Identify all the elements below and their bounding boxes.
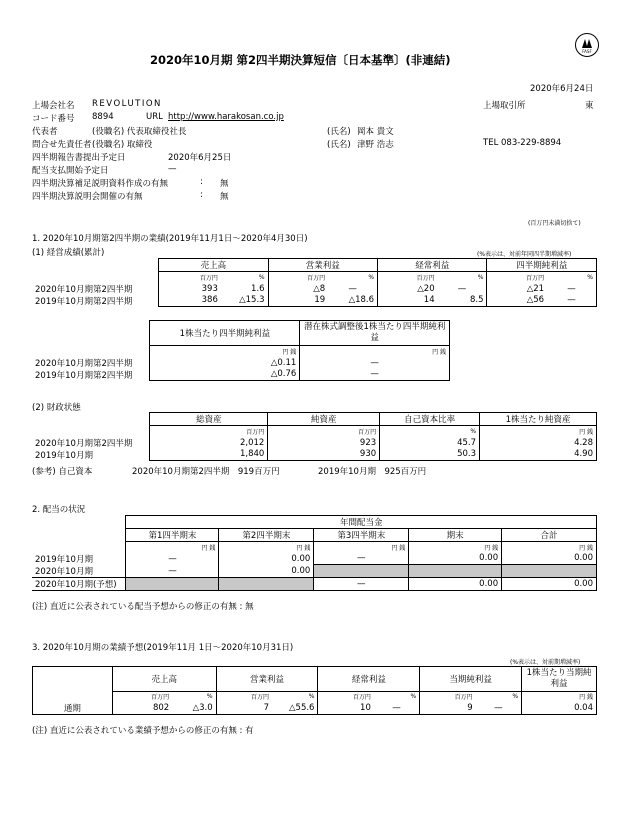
table-row: 通期 802 △3.0 7 △55.6 10 — 9 — 0.04 [33, 702, 597, 715]
unit: 百万円 [159, 272, 221, 283]
code-label: コード番号 [32, 114, 75, 124]
unit: 百万円 [216, 691, 272, 702]
unit: % [328, 272, 377, 283]
code: 8894 [92, 112, 114, 122]
s1-heading: 1. 2020年10月期第2四半期の業績(2019年11月1日～2020年4月30日) [32, 234, 308, 244]
col-sales: 売上高 [112, 667, 216, 692]
dividends-table [32, 515, 597, 591]
col-q1: 第1四半期末 [126, 529, 219, 542]
company-name: REVOLUTION [92, 99, 162, 109]
unit: % [547, 272, 596, 283]
unit: 百万円 [112, 691, 172, 702]
rep-name-label: (氏名) [327, 127, 351, 137]
rep-title: (役職名) 代表取締役社長 [92, 127, 187, 137]
s3-heading: 3. 2020年10月期の業績予想(2019年11月 1日～2020年10月31日) [32, 643, 294, 653]
rounding-note: (百万円未満切捨て) [528, 220, 581, 227]
unit: 百万円 [318, 691, 374, 702]
unit: 円 銭 [219, 542, 314, 553]
unit: % [374, 691, 420, 702]
supp-value: 無 [220, 179, 229, 189]
dividend-revision-note: (注) 直近に公表されている配当予想からの修正の有無 : 無 [32, 602, 254, 612]
financial-position-table [32, 412, 597, 461]
col-total-assets: 総資産 [150, 413, 268, 426]
page-title: 2020年10月期 第2四半期決算短信〔日本基準〕(非連結) [150, 53, 451, 67]
report-date: 2020年6月25日 [168, 153, 232, 163]
document-date: 2020年6月24日 [530, 84, 594, 94]
supp-colon: : [200, 177, 203, 187]
table-row: 2020年10月期(予想) — 0.00 0.00 [32, 577, 597, 590]
rep-label: 代表者 [32, 127, 58, 137]
s3-pct-note: (%表示は、対前期増減率) [510, 659, 581, 666]
rep-name: 岡本 貴文 [357, 127, 394, 137]
col-eps: 1株当たり四半期純利益 [150, 321, 300, 346]
table-row: 2020年10月期第2四半期 393 1.6 △8 — △20 — △21 — [32, 283, 597, 295]
table-row: 2019年10月期第2四半期 386 △15.3 19 △18.6 14 8.5 △56 — [32, 295, 597, 307]
table-row: 2020年10月期 — 0.00 [32, 565, 597, 578]
annual-dividend-header: 年間配当金 [126, 516, 597, 529]
unit: 円 銭 [522, 691, 597, 702]
report-date-label: 四半期報告書提出予定日 [32, 153, 126, 163]
col-bps: 1株当たり純資産 [480, 413, 597, 426]
col-ordinary-income: 経常利益 [318, 667, 420, 692]
unit: % [272, 691, 318, 702]
unit: % [438, 272, 487, 283]
unit: % [476, 691, 522, 702]
unit: 円 銭 [314, 542, 409, 553]
col-q3: 第3四半期末 [314, 529, 409, 542]
table-row: 2020年10月期第2四半期 △0.11 — [32, 357, 450, 369]
col-net-assets: 純資産 [268, 413, 380, 426]
col-q2: 第2四半期末 [219, 529, 314, 542]
dividend-start-label: 配当支払開始予定日 [32, 166, 109, 176]
col-total: 合計 [502, 529, 597, 542]
table-row: 2020年10月期第2四半期 2,012 923 45.7 4.28 [32, 437, 597, 449]
col-eps: 1株当たり当期純利益 [522, 667, 597, 692]
s1-sub1: (1) 経営成績(累計) [32, 248, 105, 258]
unit: 百万円 [420, 691, 476, 702]
contact-name-label: (氏名) [327, 140, 351, 150]
forecast-revision-note: (注) 直近に公表されている業績予想からの修正の有無 : 有 [32, 726, 254, 736]
unit: % [380, 426, 480, 437]
meeting-value: 無 [220, 192, 229, 202]
col-net-income: 当期純利益 [420, 667, 522, 692]
dividend-start: — [168, 164, 177, 174]
unit: 円 銭 [126, 542, 219, 553]
ref-equity-prior: 2019年10月期 925百万円 [318, 467, 427, 477]
col-op-income: 営業利益 [268, 259, 377, 272]
unit: % [172, 691, 216, 702]
col-equity-ratio: 自己資本比率 [380, 413, 480, 426]
unit: 円 銭 [480, 426, 597, 437]
table-row: 2019年10月期 1,840 930 50.3 4.90 [32, 449, 597, 461]
company-name-label: 上場会社名 [32, 101, 75, 111]
col-year-end: 期末 [409, 529, 502, 542]
tel: TEL 083-229-8894 [483, 138, 562, 148]
operating-results-table [32, 258, 597, 307]
fasf-logo-icon [575, 33, 599, 57]
col-sales: 売上高 [159, 259, 268, 272]
unit: 円 銭 [409, 542, 502, 553]
table-row: 2019年10月期 — 0.00 — 0.00 0.00 [32, 553, 597, 565]
unit: 百万円 [150, 426, 268, 437]
col-diluted-eps: 潜在株式調整後1株当たり四半期純利益 [300, 321, 450, 346]
s1-pct-note: (%表示は、対前年同四半期増減率) [477, 251, 572, 258]
col-ordinary-income: 経常利益 [378, 259, 487, 272]
eps-table [32, 320, 450, 381]
col-op-income: 営業利益 [216, 667, 318, 692]
unit: 円 銭 [300, 346, 450, 357]
table-row: 2019年10月期第2四半期 △0.76 — [32, 369, 450, 381]
col-net-income: 四半期純利益 [487, 259, 597, 272]
unit: 百万円 [487, 272, 547, 283]
unit: 百万円 [378, 272, 438, 283]
contact-label: 問合せ先責任者 [32, 140, 92, 150]
contact-title: (役職名) 取締役 [92, 140, 153, 150]
exchange: 東 [585, 101, 594, 111]
unit: 百万円 [268, 426, 380, 437]
ref-label: (参考) 自己資本 [32, 467, 93, 477]
unit: 円 銭 [150, 346, 300, 357]
url-label: URL [146, 112, 163, 122]
unit: 円 銭 [502, 542, 597, 553]
meeting-label: 四半期決算説明会開催の有無 [32, 192, 143, 202]
ref-equity-current: 2020年10月期第2四半期 919百万円 [132, 467, 280, 477]
s2-heading: 2. 配当の状況 [32, 505, 86, 515]
exchange-label: 上場取引所 [483, 101, 526, 111]
unit: 百万円 [268, 272, 328, 283]
supp-label: 四半期決算補足説明資料作成の有無 [32, 179, 169, 189]
forecast-table [32, 666, 597, 715]
contact-name: 津野 浩志 [357, 140, 394, 150]
company-url-link[interactable]: http://www.harakosan.co.jp [168, 112, 284, 122]
meeting-colon: : [200, 190, 203, 200]
unit: % [221, 272, 268, 283]
s1-sub2: (2) 財政状態 [32, 403, 81, 413]
svg-text:FASF: FASF [582, 49, 592, 54]
